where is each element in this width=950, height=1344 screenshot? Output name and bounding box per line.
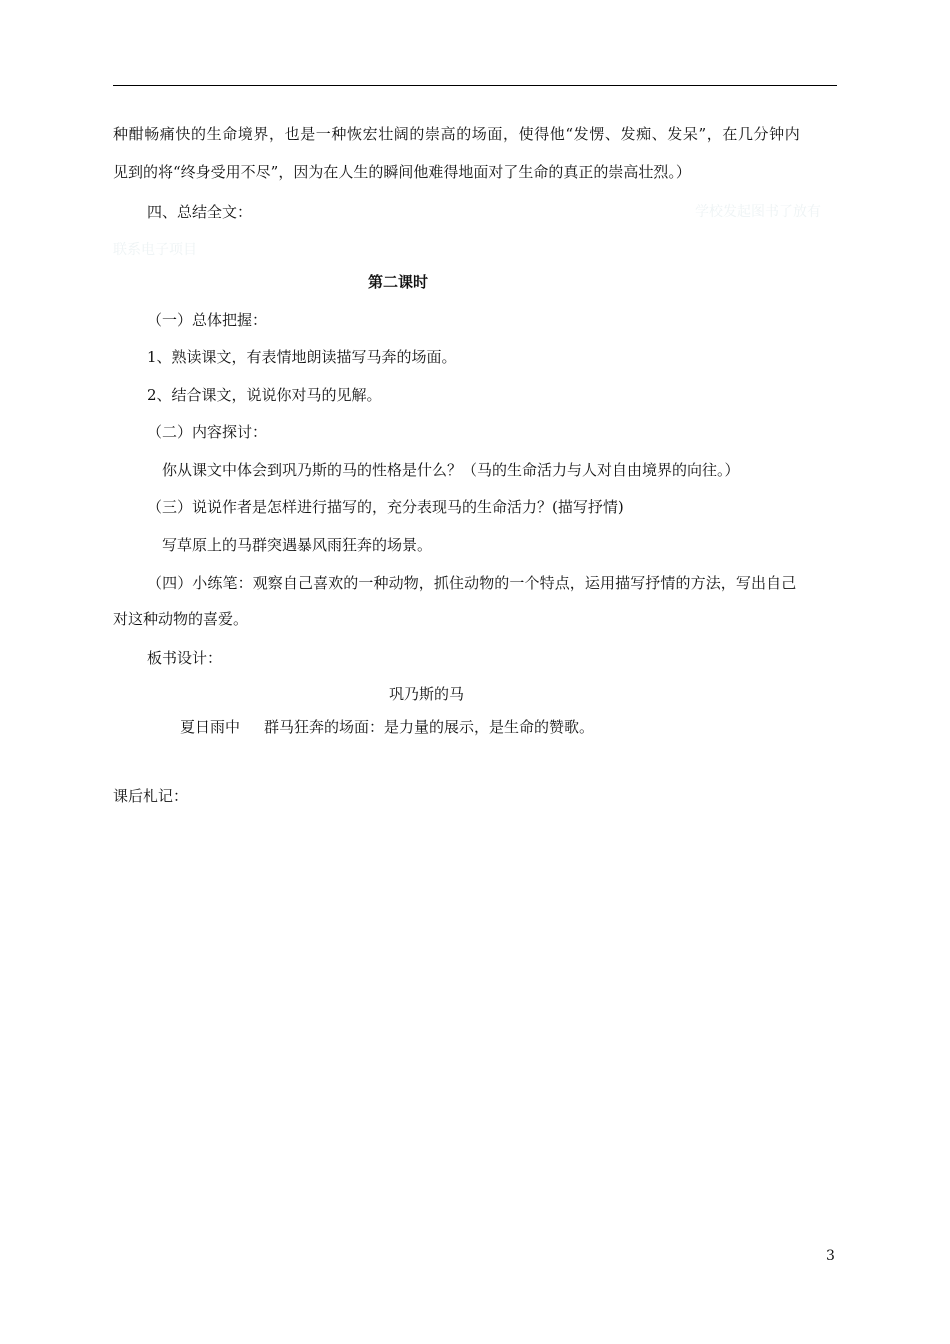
section2-body: 你从课文中体会到巩乃斯的马的性格是什么？（马的生命活力与人对自由境界的向往。） — [162, 461, 740, 479]
board-design-right: 群马狂奔的场面：是力量的展示，是生命的赞歌。 — [264, 718, 595, 736]
section4-line-2: 对这种动物的喜爱。 — [113, 610, 249, 628]
summary-heading: 四、总结全文： — [147, 203, 253, 221]
intro-line-2: 见到的将“终身受用不尽”，因为在人生的瞬间他难得地面对了生命的真正的崇高壮烈。） — [113, 163, 691, 181]
section3-body: 写草原上的马群突遇暴风雨狂奔的场景。 — [162, 536, 433, 554]
board-design-left: 夏日雨中 — [180, 718, 241, 736]
notes-label: 课后札记： — [113, 787, 189, 805]
intro-line-1: 种酣畅痛快的生命境界，也是一种恢宏壮阔的崇高的场面，使得他“发愣、发痴、发呆”，在几分钟内 — [113, 125, 801, 143]
header-rule — [113, 85, 837, 86]
page-number: 3 — [826, 1248, 835, 1264]
section1-heading: （一）总体把握： — [147, 311, 268, 329]
section1-item-1: 1、熟读课文，有表情地朗读描写马奔的场面。 — [147, 348, 457, 366]
board-design-title: 巩乃斯的马 — [389, 685, 465, 703]
lesson-title: 第二课时 — [368, 273, 429, 291]
section3-heading: （三）说说作者是怎样进行描写的，充分表现马的生命活力？(描写抒情) — [147, 498, 624, 516]
faint-watermark-left: 联系电子项目 — [113, 242, 197, 258]
section2-heading: （二）内容探讨： — [147, 423, 268, 441]
faint-watermark-right: 学校发起图书了放有 — [695, 204, 821, 220]
board-design-label: 板书设计： — [147, 649, 223, 667]
section4-line-1: （四）小练笔：观察自己喜欢的一种动物，抓住动物的一个特点，运用描写抒情的方法，写出自己 — [147, 574, 797, 592]
section1-item-2: 2、结合课文，说说你对马的见解。 — [147, 386, 382, 404]
